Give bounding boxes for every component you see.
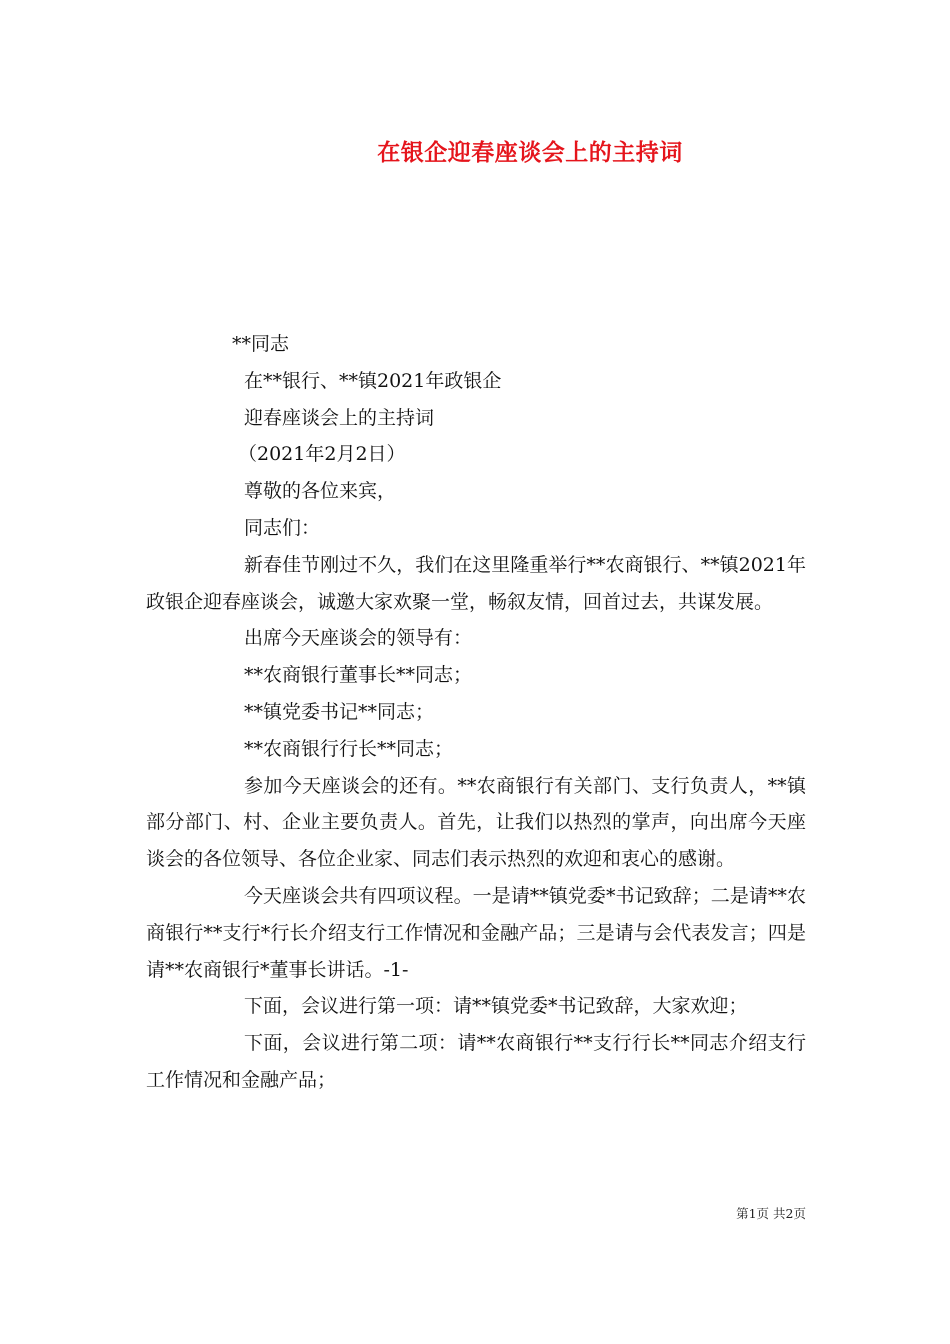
paragraph-item-two: 下面，会议进行第二项：请**农商银行**支行行长**同志介绍支行工作情况和金融产品； — [146, 1032, 806, 1091]
paragraph-opening: 新春佳节刚过不久，我们在这里隆重举行**农商银行、**镇2021年政银企迎春座谈会，诚邀大家欢聚一堂，畅叙友情，回首过去，共谋发展。 — [146, 553, 806, 613]
paragraph-item-one: 下面，会议进行第一项：请**镇党委*书记致辞，大家欢迎； — [244, 995, 748, 1018]
date-line: （2021年2月2日） — [238, 443, 406, 466]
document-body — [146, 326, 806, 1099]
leader-line-2: **镇党委书记**同志； — [244, 700, 435, 723]
addressee-line: **同志 — [232, 333, 290, 355]
page-footer: 第1页 共2页 — [736, 1206, 806, 1221]
paragraph-attendees: 参加今天座谈会的还有。**农商银行有关部门、支行负责人，**镇部分部门、村、企业主要负责人。首先，让我们以热烈的掌声，向出席今天座谈会的各位领导、各位企业家、同志们表示热烈的欢迎和衷心的感谢。 — [146, 774, 806, 871]
leaders-intro-line: 出席今天座谈会的领导有： — [244, 627, 473, 650]
document-title: 在银企迎春座谈会上的主持词 — [377, 139, 683, 166]
greeting-line-2: 同志们： — [244, 516, 321, 539]
leader-line-1: **农商银行董事长**同志； — [244, 664, 473, 687]
heading-line-2: 迎春座谈会上的主持词 — [244, 406, 435, 429]
greeting-line-1: 尊敬的各位来宾， — [244, 480, 397, 503]
heading-line-1: 在**银行、**镇2021年政银企 — [244, 369, 502, 392]
leader-line-3: **农商银行行长**同志； — [244, 737, 454, 760]
paragraph-agenda: 今天座谈会共有四项议程。一是请**镇党委*书记致辞；二是请**农商银行**支行*行长介绍支行工作情况和金融产品；三是请与会代表发言；四是请**农商银行*董事长讲话。-1- — [146, 884, 806, 981]
